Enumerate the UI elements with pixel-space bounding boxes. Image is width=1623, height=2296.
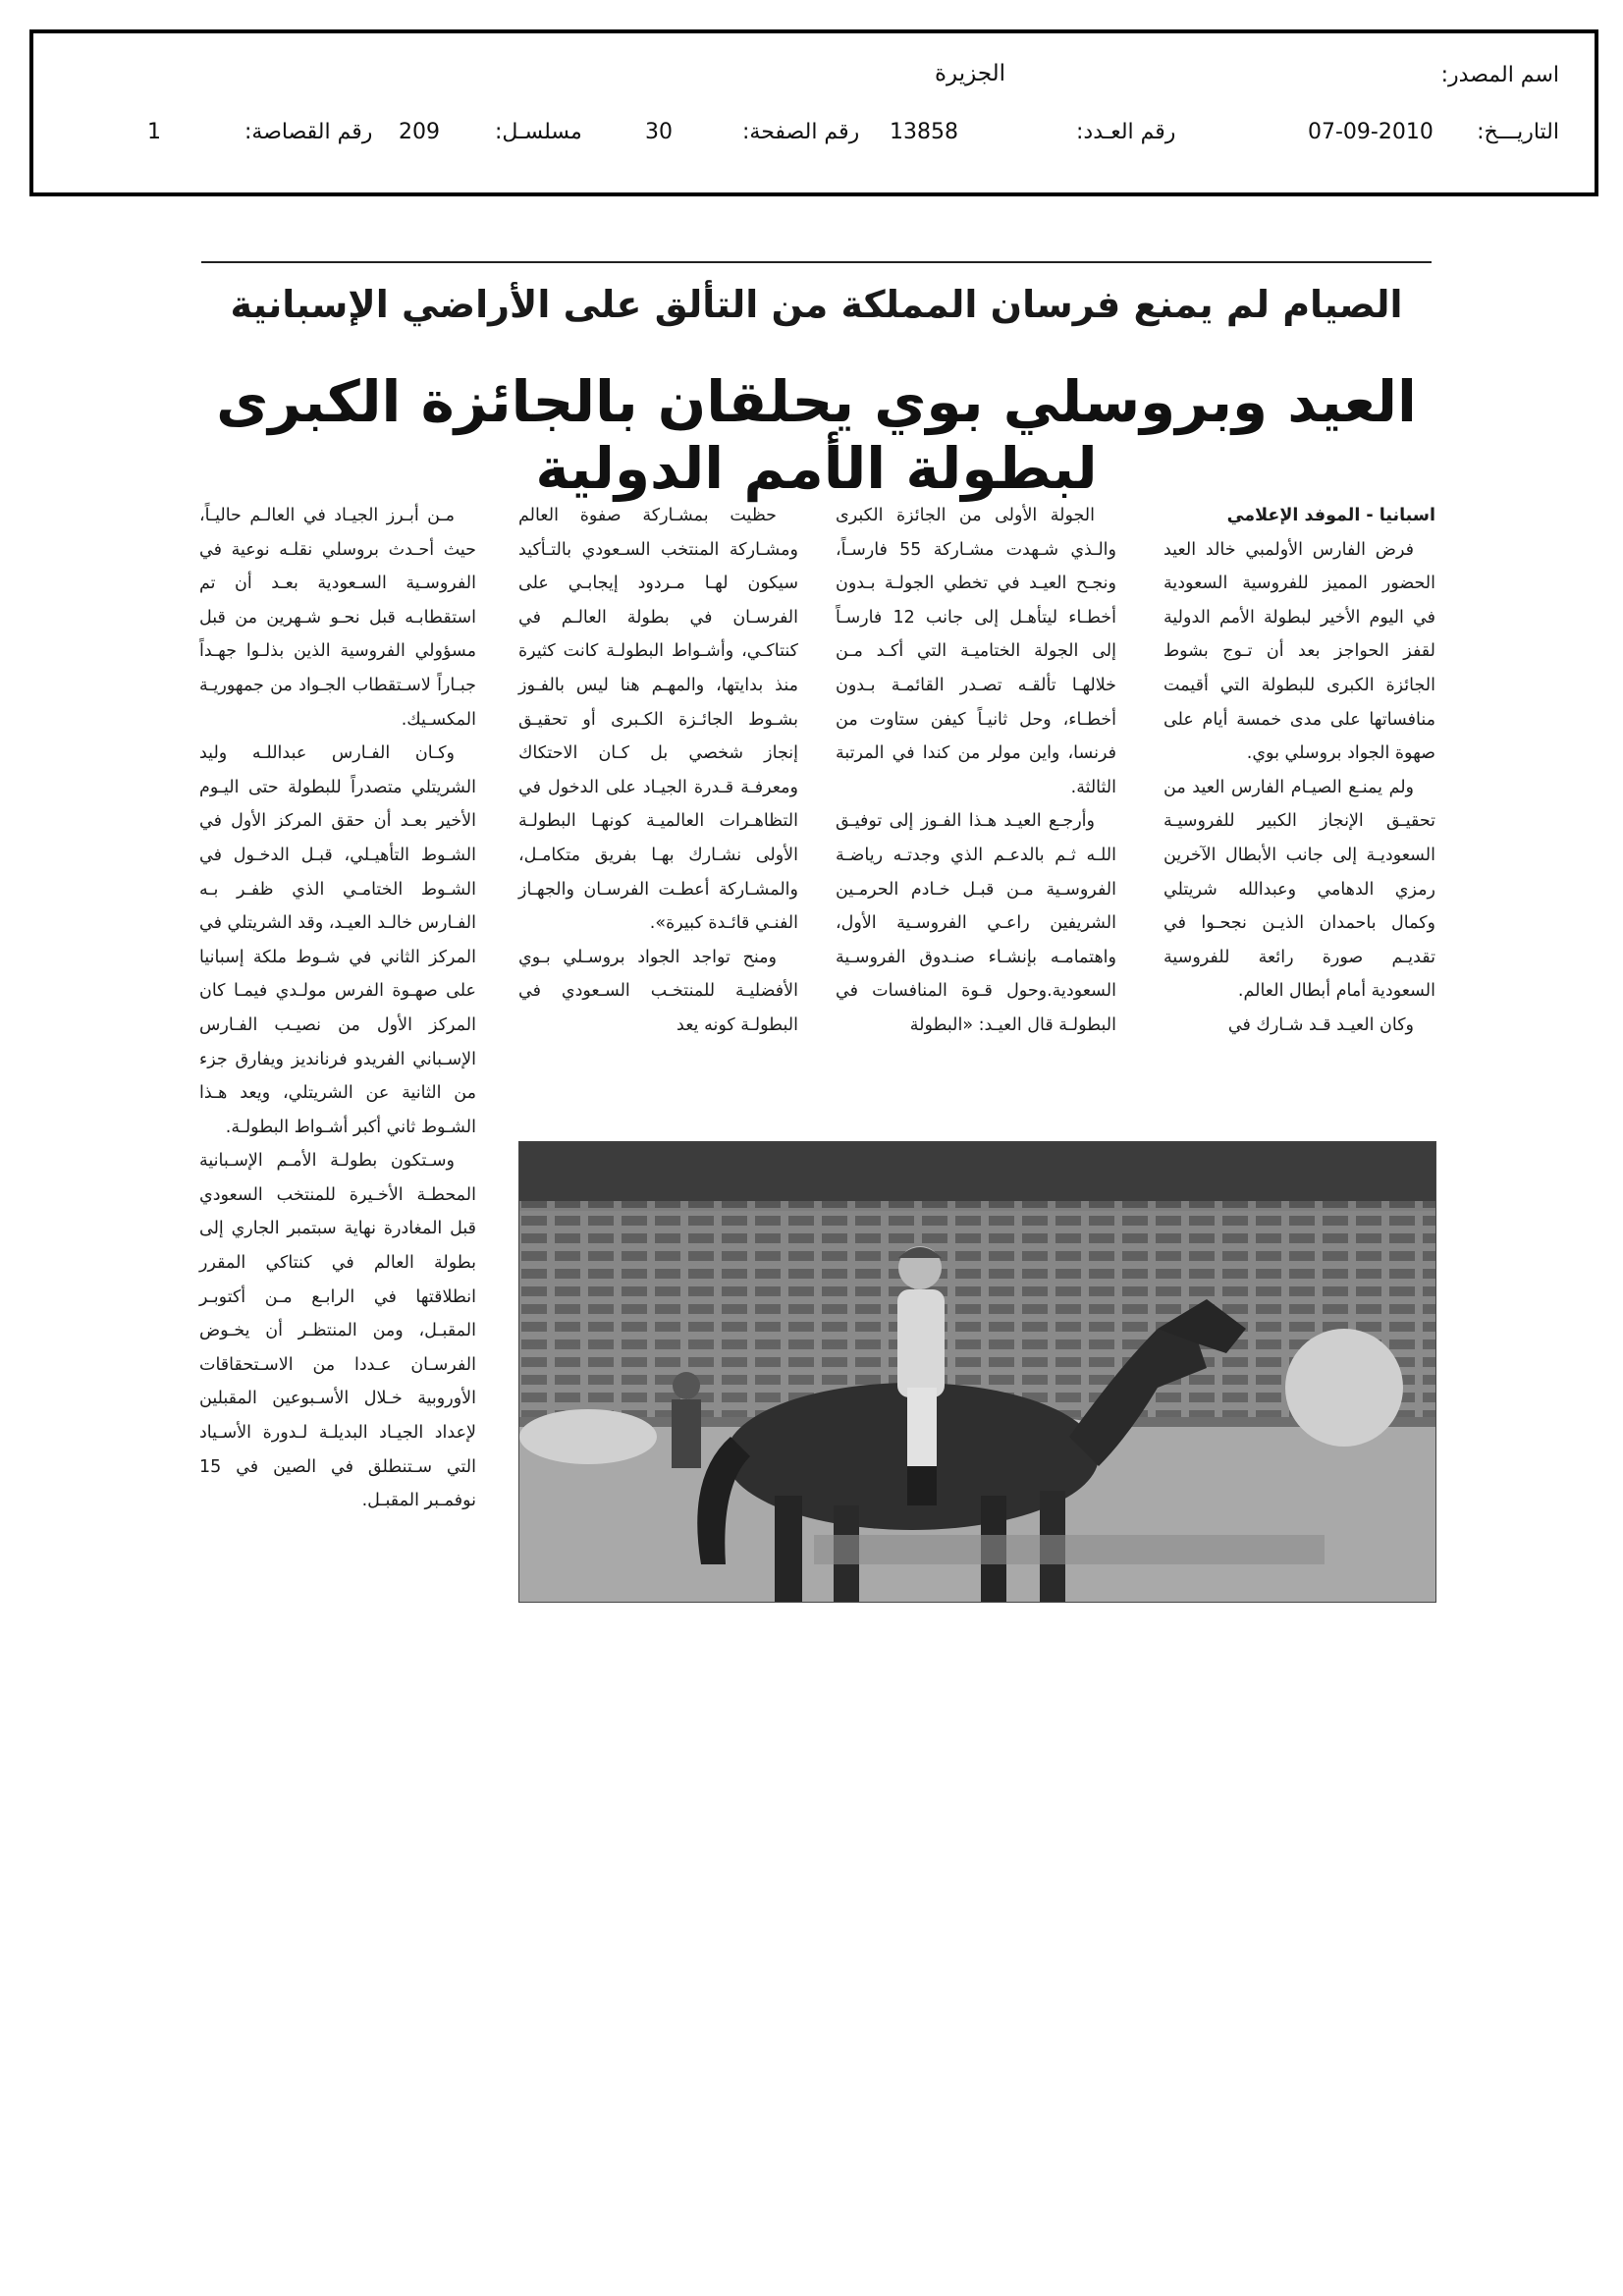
article-column-1 [1163, 499, 1435, 1043]
page-label: رقم الصفحة: [742, 120, 860, 144]
paragraph: وكان العيـد قـد شـارك في [1227, 1014, 1414, 1035]
paragraph: ولم يمنـع الصيـام الفارس العيد من تحقيـق الإنجاز الكبير للفروسيـة السعوديـة إلى جانب الأبطال الآخرين رمزي الدهامي وعبدالله شريتلي وكمال باحمدان الذيـن نجحـوا في تقديـم صورة رائعة للفروسية السعودية أمام أبطال العالم. [1163, 777, 1435, 1002]
clipping-value: 1 [147, 120, 161, 144]
issue-value: 13858 [890, 120, 958, 144]
clipping-header-box [29, 29, 1598, 196]
paragraph: وسـتكون بطولـة الأمـم الإسـبانية المحطـة الأخـيرة للمنتخب السعودي قبل المغادرة نهاية سبتمبر الجاري إلى بطولة العالم في كنتاكي المقرر انطلاقتها في الرابـع مـن أكتوبـر المقبـل، ومن المنتظـر أن يخـوض الفرسـان عـددا من الاسـتحقاقات الأوروبية خـلال الأسـبوعين المقبلين لإعداد الجيـاد البديلـة لـدورة الأسـياد التي سـتنطلق في الصين في 15 نوفمـبر المقبـل. [199, 1151, 476, 1511]
page-value: 30 [645, 120, 673, 144]
top-rule [201, 261, 1432, 263]
paragraph: وأرجـع العيـد هـذا الفـوز إلى توفيـق اللـه ثـم بالدعـم الذي وجدتـه رياضـة الفروسـية مـن قبـل خـادم الحرمـين الشريفين راعـي الفروسـية الأول، واهتمامـه بإنشـاء صنـدوق الفروسـية السعودية.وحول قـوة المنافسات في البطولـة قال العيـد: «البطولة [836, 811, 1116, 1035]
photo-illustration [519, 1142, 1436, 1603]
rider-horse-photo [518, 1141, 1436, 1603]
serial-value: 209 [399, 120, 440, 144]
source-value: الجزيرة [935, 61, 1006, 86]
paragraph: وكـان الفـارس عبداللـه وليد الشريتلي متصدراً للبطولة حتى اليـوم الأخير بعـد أن حقق المركز الأول في الشـوط التأهيـلي، قبـل الدخـول في الشـوط الختامـي الذي ظفـر بـه الفـارس خالـد العيـد، وقد الشريتلي في المركز الثاني في شـوط ملكة إسبانيا على صهـوة الفرس مولـدي فيمـا كان المركز الأول من نصيـب الفـارس الإسـباني الفريدو فرنانديز ويفارق جزء من الثانية عن الشريتلي، ويعد هـذا الشـوط ثاني أكبر أشـواط البطولـة. [199, 743, 476, 1137]
paragraph: مـن أبـرز الجيـاد في العالـم حاليـاً، حيث أحـدث بروسلي نقلـه نوعية في الفروسـية السـعودية بعـد أن تم استقطابـه قبل نحـو شـهرين من قبل مسؤولي الفروسية الذين بذلـوا جهـداً جبـاراً لاسـتقطاب الجـواد من جمهوريـة المكسـيك. [199, 506, 476, 730]
paragraph: فرض الفارس الأولمبي خالد العيد الحضور المميز للفروسية السعودية في اليوم الأخير لبطولة الأمم الدولية لقفز الحواجز بعد أن تـوج بشوط الجائزة الكبرى للبطولة التي أقيمت منافساتها على مدى خمسة أيام على صهوة الجواد بروسلي بوي. [1163, 539, 1435, 764]
paragraph: الجولة الأولى من الجائزة الكبرى والـذي شـهدت مشـاركة 55 فارسـاً، ونجـح العيـد في تخطي الجولـة بـدون أخطـاء ليتأهـل إلى جانب 12 فارسـاً إلى الجولة الختاميـة التي أكـد مـن خلالهـا تألقـه تصـدر القائمـة بـدون أخطـاء، وحل ثانيـاً كيفن ستاوت من فرنسا، واين مولر من كندا في المرتبة الثالثة. [836, 506, 1116, 797]
clipping-label: رقم القصاصة: [244, 120, 373, 144]
date-label: التاريـــخ: [1477, 120, 1559, 144]
serial-label: مسلسـل: [495, 120, 582, 144]
paragraph: حظيت بمشـاركة صفوة العالم ومشـاركة المنتخب السـعودي بالتـأكيد سيكون لهـا مـردود إيجابـي على الفرسـان في بطولة العالـم في كنتاكـي، وأشـواط البطولـة كانت كثيرة منذ بدايتها، والمهـم هنا ليس بالفـوز بشـوط الجائـزة الكـبرى أو تحقيـق إنجاز شخصي بل كـان الاحتكاك ومعرفـة قـدرة الجيـاد على الدخول في التظاهـرات العالميـة كونهـا البطولـة الأولى نشـارك بهـا بفريق متكامـل، والمشـاركة أعطـت الفرسـان والجهـاز الفنـي قائـدة كبيرة». [518, 506, 798, 934]
date-value: 07-09-2010 [1308, 120, 1434, 144]
source-label: اسم المصدر: [1440, 63, 1559, 87]
byline: اسبانيا - الموفد الإعلامي [1226, 506, 1435, 525]
article-column-4 [199, 499, 476, 1518]
article-headline: العيد وبروسلي بوي يحلقان بالجائزة الكبرى لبطولة الأمم الدولية [216, 368, 1417, 502]
article-subheadline: الصيام لم يمنع فرسان المملكة من التألق على الأراضي الإسبانية [230, 283, 1403, 326]
article-column-3 [518, 499, 798, 1043]
paragraph: ومنح تواجد الجواد بروسـلي بـوي الأفضليـة للمنتخـب السـعودي في البطولـة كونه يعد [518, 947, 798, 1035]
article-column-2 [836, 499, 1116, 1043]
issue-label: رقم العـدد: [1076, 120, 1176, 144]
